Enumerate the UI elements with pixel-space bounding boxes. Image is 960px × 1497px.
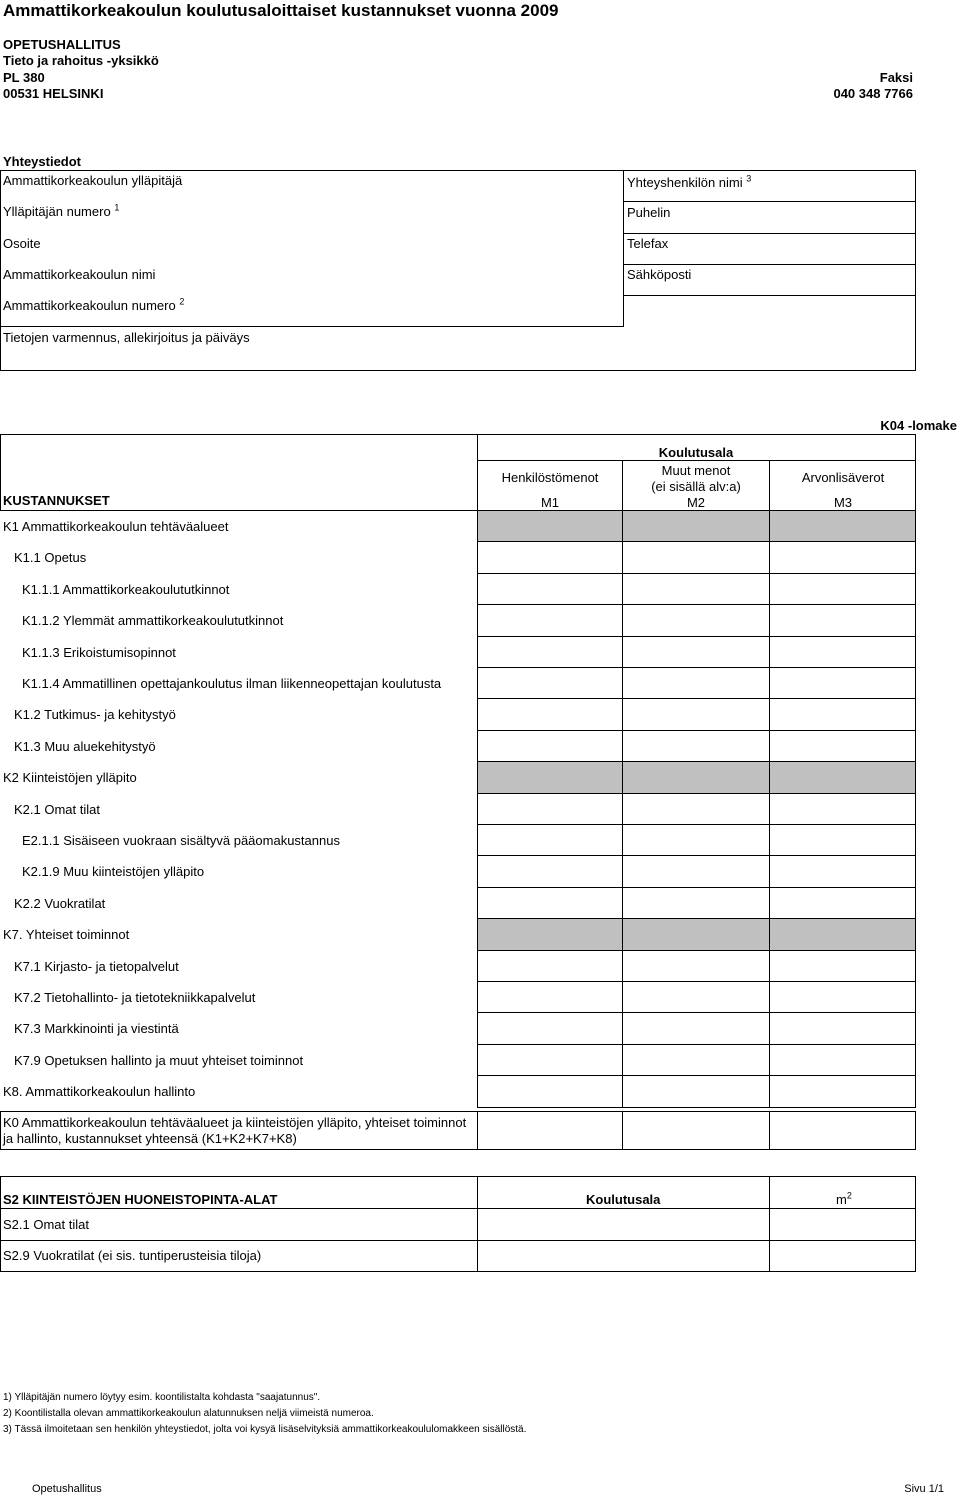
areas-input-cell[interactable] <box>478 1241 769 1271</box>
cost-cell-m3 <box>769 510 916 542</box>
cost-cell-m1[interactable] <box>477 541 623 574</box>
page-title: Ammattikorkeakoulun koulutusaloittaiset kustannukset vuonna 2009 <box>3 1 559 20</box>
cost-cell-m3[interactable] <box>769 1012 916 1045</box>
cost-cell-m1[interactable] <box>477 698 623 731</box>
cost-cell-m1[interactable] <box>477 730 623 762</box>
cost-cell-m2 <box>622 510 770 542</box>
column-header-m3: Arvonlisäverot <box>801 470 885 485</box>
footnote: 1) Ylläpitäjän numero löytyy esim. koontilistalta kohdasta "saajatunnus". <box>3 1392 321 1403</box>
cost-cell-m1[interactable] <box>477 855 623 888</box>
cost-cell-m2[interactable] <box>622 1075 770 1108</box>
cost-cell-m2[interactable] <box>622 636 770 668</box>
cost-cell-m1[interactable] <box>477 573 623 605</box>
column-code-m1: M1 <box>540 495 560 510</box>
cost-cell-m3[interactable] <box>769 981 916 1013</box>
footer-left: Opetushallitus <box>32 1483 102 1495</box>
cost-cell-m2[interactable] <box>622 793 770 825</box>
areas-input-cell[interactable] <box>478 1209 769 1240</box>
cost-row-label: K2.1.9 Muu kiinteistöjen ylläpito <box>22 864 205 879</box>
cost-cell-m2[interactable] <box>622 667 770 699</box>
cost-cell-m1[interactable] <box>477 824 623 856</box>
cost-cell-m3[interactable] <box>769 541 916 574</box>
cost-row-label: K7.1 Kirjasto- ja tietopalvelut <box>14 959 179 974</box>
postal-address: 00531 HELSINKI <box>3 86 104 101</box>
contact-field-label: Telefax <box>627 236 669 251</box>
cost-cell-m2 <box>622 761 770 794</box>
areas-col-unit: $m^2$ <box>836 1190 852 1207</box>
cost-cell-m1 <box>477 918 623 951</box>
cost-cell-m2[interactable] <box>622 604 770 637</box>
contact-field-label: Tietojen varmennus, allekirjoitus ja päiväys <box>3 330 250 345</box>
cost-cell-m2[interactable] <box>622 573 770 605</box>
cost-cell-m3[interactable] <box>769 824 916 856</box>
cost-cell-m2[interactable] <box>622 855 770 888</box>
cost-row-label: K7. Yhteiset toiminnot <box>3 927 130 942</box>
cost-row-label: K2.1 Omat tilat <box>14 802 100 817</box>
cost-cell-m3[interactable] <box>769 698 916 731</box>
cost-cell-m3[interactable] <box>769 604 916 637</box>
cost-cell-m2 <box>622 918 770 951</box>
cost-row-label: K1 Ammattikorkeakoulun tehtäväalueet <box>3 519 229 534</box>
cost-cell-m3[interactable] <box>769 793 916 825</box>
column-code-m3: M3 <box>833 495 853 510</box>
contact-field-label: Ylläpitäjän numero $^1$ <box>3 202 120 219</box>
footnote: 3) Tässä ilmoitetaan sen henkilön yhteystiedot, jolta voi kysyä lisäselvityksiä ammattikorkeakoululomakkeen sisällöstä. <box>3 1424 527 1435</box>
areas-heading: S2 KIINTEISTÖJEN HUONEISTOPINTA-ALAT <box>3 1192 278 1207</box>
contact-field-label: Ammattikorkeakoulun numero $^2$ <box>3 296 185 313</box>
contact-field-label: Osoite <box>3 236 41 251</box>
cost-row-label: K2 Kiinteistöjen ylläpito <box>3 770 137 785</box>
column-code-m2: M2 <box>686 495 706 510</box>
cost-cell-m2[interactable] <box>622 730 770 762</box>
cost-cell-m1[interactable] <box>477 950 623 982</box>
column-header-m1: Henkilöstömenot <box>501 470 599 485</box>
cost-row-label: K8. Ammattikorkeakoulun hallinto <box>3 1084 196 1099</box>
cost-cell-m2[interactable] <box>622 698 770 731</box>
cost-cell-m1[interactable] <box>477 667 623 699</box>
cost-cell-m2[interactable] <box>622 824 770 856</box>
fax-number: 040 348 7766 <box>833 86 913 101</box>
contact-field-label: Ammattikorkeakoulun nimi <box>3 267 156 282</box>
cost-row-label: E2.1.1 Sisäiseen vuokraan sisältyvä pääomakustannus <box>22 833 340 848</box>
cost-row-label: K7.9 Opetuksen hallinto ja muut yhteiset toiminnot <box>14 1053 304 1068</box>
cost-cell-m1[interactable] <box>477 604 623 637</box>
areas-input-cell[interactable] <box>770 1241 915 1271</box>
cost-row-label: K1.1.3 Erikoistumisopinnot <box>22 645 176 660</box>
column-header-m2: Muut menot (ei sisällä alv:a) <box>651 463 741 494</box>
cost-cell-m1[interactable] <box>477 981 623 1013</box>
cost-cell-m3 <box>769 918 916 951</box>
po-box: PL 380 <box>3 70 45 85</box>
cost-cell-m1[interactable] <box>477 1075 623 1108</box>
areas-row-label: S2.1 Omat tilat <box>3 1217 89 1232</box>
cost-cell-m1[interactable] <box>477 1012 623 1045</box>
cost-cell-m1[interactable] <box>477 1044 623 1076</box>
cost-cell-m3[interactable] <box>769 887 916 919</box>
areas-col-koulutusala: Koulutusala <box>586 1192 661 1207</box>
cost-cell-m2[interactable] <box>622 981 770 1013</box>
cost-cell-m1[interactable] <box>477 636 623 668</box>
fax-label: Faksi <box>879 70 913 85</box>
contact-heading: Yhteystiedot <box>3 154 82 169</box>
cost-cell-m3[interactable] <box>769 573 916 605</box>
cost-row-label: K7.3 Markkinointi ja viestintä <box>14 1021 179 1036</box>
org-unit: Tieto ja rahoitus -yksikkö <box>3 53 159 68</box>
cost-row-label: K1.1.4 Ammatillinen opettajankoulutus ilman liikenneopettajan koulutusta <box>22 676 442 691</box>
contact-field-label: Sähköposti <box>627 267 692 282</box>
total-m2-cell[interactable] <box>623 1112 769 1149</box>
cost-cell-m3 <box>769 761 916 794</box>
cost-cell-m3[interactable] <box>769 1075 916 1108</box>
footer-page: Sivu 1/1 <box>904 1483 944 1495</box>
cost-cell-m3[interactable] <box>769 636 916 668</box>
cost-cell-m2[interactable] <box>622 541 770 574</box>
cost-cell-m3[interactable] <box>769 855 916 888</box>
costs-heading: KUSTANNUKSET <box>3 493 110 508</box>
contact-field-label: Ammattikorkeakoulun ylläpitäjä <box>3 173 183 188</box>
form-id: K04 -lomake <box>880 418 957 433</box>
cost-cell-m3[interactable] <box>769 667 916 699</box>
cost-cell-m3[interactable] <box>769 730 916 762</box>
cost-row-label: K2.2 Vuokratilat <box>14 896 106 911</box>
total-row-label: K0 Ammattikorkeakoulun tehtäväalueet ja kiinteistöjen ylläpito, yhteiset toiminnot ja hallinto, kustannukset yhteensä (K1+K2+K7+K8) <box>3 1115 467 1146</box>
cost-cell-m1[interactable] <box>477 793 623 825</box>
cost-row-label: K1.1.2 Ylemmät ammattikorkeakoulututkinnot <box>22 613 284 628</box>
cost-cell-m1 <box>477 761 623 794</box>
areas-input-cell[interactable] <box>770 1209 915 1240</box>
cost-cell-m3[interactable] <box>769 950 916 982</box>
cost-cell-m3[interactable] <box>769 1044 916 1076</box>
cost-row-label: K1.3 Muu aluekehitystyö <box>14 739 156 754</box>
total-m3-cell[interactable] <box>770 1112 915 1149</box>
cost-row-label: K7.2 Tietohallinto- ja tietotekniikkapalvelut <box>14 990 256 1005</box>
areas-row-label: S2.9 Vuokratilat (ei sis. tuntiperusteisia tiloja) <box>3 1248 262 1263</box>
cost-cell-m1 <box>477 510 623 542</box>
cost-row-label: K1.1 Opetus <box>14 550 87 565</box>
footnote: 2) Koontilistalla olevan ammattikorkeakoulun alatunnuksen neljä viimeistä numeroa. <box>3 1408 374 1419</box>
total-m1-cell[interactable] <box>478 1112 622 1149</box>
contact-field-label: Yhteyshenkilön nimi $^3$ <box>627 173 752 190</box>
cost-cell-m1[interactable] <box>477 887 623 919</box>
cost-cell-m2[interactable] <box>622 1012 770 1045</box>
cost-cell-m2[interactable] <box>622 887 770 919</box>
cost-cell-m2[interactable] <box>622 950 770 982</box>
cost-cell-m2[interactable] <box>622 1044 770 1076</box>
contact-field-label: Puhelin <box>627 205 671 220</box>
cost-row-label: K1.1.1 Ammattikorkeakoulututkinnot <box>22 582 230 597</box>
cost-row-label: K1.2 Tutkimus- ja kehitystyö <box>14 707 176 722</box>
group-header-koulutusala: Koulutusala <box>658 445 734 460</box>
org-name: OPETUSHALLITUS <box>3 37 121 52</box>
